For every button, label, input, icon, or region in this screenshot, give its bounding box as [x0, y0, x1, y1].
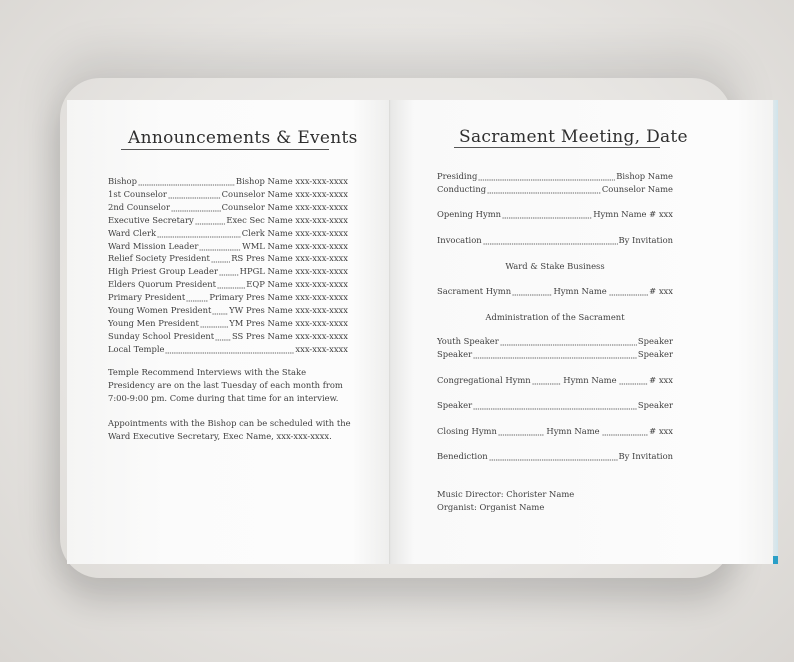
officer-role: Ward Mission Leader — [108, 240, 199, 251]
officer-role: Executive Secretary — [108, 214, 194, 225]
officer-contact: Counselor Name xxx-xxx-xxxx — [221, 201, 348, 212]
officer-role: High Priest Group Leader — [108, 266, 218, 277]
organist: Organist: Organist Name — [437, 502, 545, 512]
officer-row — [108, 317, 348, 329]
officer-contact: Clerk Name xxx-xxx-xxxx — [241, 227, 348, 238]
officer-role: Bishop — [108, 176, 137, 186]
congregational-hymn-row — [437, 374, 673, 386]
leader-dots — [219, 265, 239, 277]
sacrament-meeting-title: Sacrament Meeting, Date — [459, 127, 688, 147]
sacrament-hymn-label: Sacrament Hymn — [437, 286, 512, 296]
officer-contact: YM Pres Name xxx-xxx-xxxx — [229, 317, 348, 328]
officer-row — [108, 265, 348, 277]
leader-dots — [212, 304, 228, 316]
officer-row — [108, 304, 348, 316]
congregational-hymn-number: # xxx — [649, 375, 673, 385]
speaker-row — [437, 399, 673, 411]
speaker-label: Speaker — [437, 400, 473, 410]
officer-role: Local Temple — [108, 343, 165, 354]
leader-dots — [215, 330, 231, 342]
officer-role: Ward Clerk — [108, 227, 157, 238]
officer-role: Relief Society President — [108, 253, 210, 264]
invocation-row — [437, 234, 673, 246]
presiding-label: Presiding — [437, 171, 478, 181]
conducting-row — [437, 183, 673, 195]
closing-hymn-label: Closing Hymn — [437, 426, 497, 436]
closing-hymn-number: # xxx — [649, 426, 673, 436]
officer-contact: WML Name xxx-xxx-xxxx — [242, 240, 348, 251]
speaker-value: Speaker — [637, 400, 673, 410]
left-page — [67, 100, 391, 564]
leader-dots — [483, 234, 618, 246]
officer-row — [108, 252, 348, 264]
officer-row — [108, 227, 348, 239]
leader-dots — [478, 170, 615, 182]
youth-speaker-label: Youth Speaker — [437, 336, 499, 346]
youth-speaker-row — [437, 335, 673, 347]
leader-dots — [512, 285, 551, 297]
leader-dots — [532, 374, 562, 386]
officer-contact: Primary Pres Name xxx-xxx-xxxx — [209, 292, 348, 303]
officer-role: Primary President — [108, 292, 186, 303]
leader-dots — [473, 399, 637, 411]
temple-interview-note: Temple Recommend Interviews with the Stake Presidency are on the last Tuesday of each month from 7:00-9:00 pm. Come during that time for an interview. — [108, 367, 343, 403]
officer-role: Sunday School President — [108, 330, 215, 341]
conducting-value: Counselor Name — [601, 184, 673, 194]
speaker-value: Speaker — [637, 349, 673, 359]
officer-contact: HPGL Name xxx-xxx-xxxx — [239, 266, 348, 277]
officer-contact: YW Pres Name xxx-xxx-xxxx — [229, 305, 348, 315]
invocation-value: By Invitation — [618, 235, 673, 245]
leader-dots — [502, 208, 592, 220]
leader-dots — [138, 175, 235, 187]
leader-dots — [473, 348, 637, 360]
leader-dots — [217, 278, 245, 290]
benediction-row — [437, 450, 673, 462]
benediction-label: Benediction — [437, 451, 488, 461]
sacrament-hymn-number: # xxx — [649, 286, 674, 296]
leader-dots — [195, 214, 226, 226]
leader-dots — [168, 188, 221, 200]
program-booklet — [67, 100, 715, 564]
officer-role: 1st Counselor — [108, 188, 167, 199]
leader-dots — [498, 425, 544, 437]
administration-heading: Administration of the Sacrament — [485, 312, 625, 322]
officer-role: Young Men President — [108, 317, 199, 328]
officer-contact: Counselor Name xxx-xxx-xxxx — [221, 188, 348, 199]
leader-dots — [157, 227, 241, 239]
leader-dots — [211, 252, 230, 264]
music-director: Music Director: Chorister Name — [437, 489, 575, 499]
opening-hymn-value: Hymn Name # xxx — [593, 209, 673, 219]
officer-row — [108, 214, 348, 226]
congregational-hymn-name: Hymn Name — [563, 375, 617, 385]
officer-row — [108, 278, 348, 290]
officer-contact: SS Pres Name xxx-xxx-xxxx — [231, 330, 348, 341]
officer-row — [108, 291, 348, 303]
officer-row — [108, 201, 348, 213]
leader-dots — [500, 335, 637, 347]
leader-dots — [489, 450, 618, 462]
leader-dots — [186, 291, 208, 303]
officer-row — [108, 330, 348, 342]
leader-dots — [487, 183, 601, 195]
benediction-value: By Invitation — [618, 451, 673, 461]
leader-dots — [165, 343, 294, 355]
officer-role: 2nd Counselor — [108, 201, 170, 212]
youth-speaker-value: Speaker — [637, 336, 673, 346]
right-page — [391, 100, 775, 564]
sacrament-hymn-row — [437, 285, 673, 297]
invocation-label: Invocation — [437, 235, 482, 245]
opening-hymn-label: Opening Hymn — [437, 209, 502, 219]
presiding-row — [437, 170, 673, 182]
sacrament-hymn-name: Hymn Name — [553, 286, 607, 296]
announcements-title: Announcements & Events — [128, 128, 358, 148]
closing-hymn-name: Hymn Name — [546, 426, 600, 436]
leader-dots — [171, 201, 221, 213]
opening-hymn-row — [437, 208, 673, 220]
officer-role: Young Women President — [108, 305, 212, 315]
speaker-label: Speaker — [437, 349, 473, 359]
ward-business-heading: Ward & Stake Business — [505, 261, 605, 271]
officer-row — [108, 343, 348, 355]
officer-contact: Bishop Name xxx-xxx-xxxx — [235, 176, 348, 186]
leader-dots — [609, 285, 648, 297]
officer-row — [108, 188, 348, 200]
officer-row — [108, 175, 348, 187]
bishop-appointment-note: Appointments with the Bishop can be scheduled with the Ward Executive Secretary, Exec Name, xxx-xxx-xxxx. — [108, 418, 351, 441]
leader-dots — [199, 240, 241, 252]
cover-edge-accent — [773, 556, 778, 564]
congregational-hymn-label: Congregational Hymn — [437, 375, 531, 385]
title-underline — [121, 149, 329, 150]
closing-hymn-row — [437, 425, 673, 437]
title-underline — [454, 147, 660, 148]
officer-row — [108, 240, 348, 252]
officer-contact: Exec Sec Name xxx-xxx-xxxx — [226, 214, 348, 225]
conducting-label: Conducting — [437, 184, 487, 194]
cover-edge — [773, 100, 778, 564]
officer-contact: EQP Name xxx-xxx-xxxx — [246, 279, 348, 290]
officer-role: Elders Quorum President — [108, 279, 217, 290]
leader-dots — [619, 374, 649, 386]
leader-dots — [602, 425, 648, 437]
presiding-value: Bishop Name — [616, 171, 673, 181]
officer-contact: RS Pres Name xxx-xxx-xxxx — [231, 253, 348, 264]
speaker-row — [437, 348, 673, 360]
officer-contact: xxx-xxx-xxxx — [295, 343, 348, 354]
leader-dots — [200, 317, 228, 329]
